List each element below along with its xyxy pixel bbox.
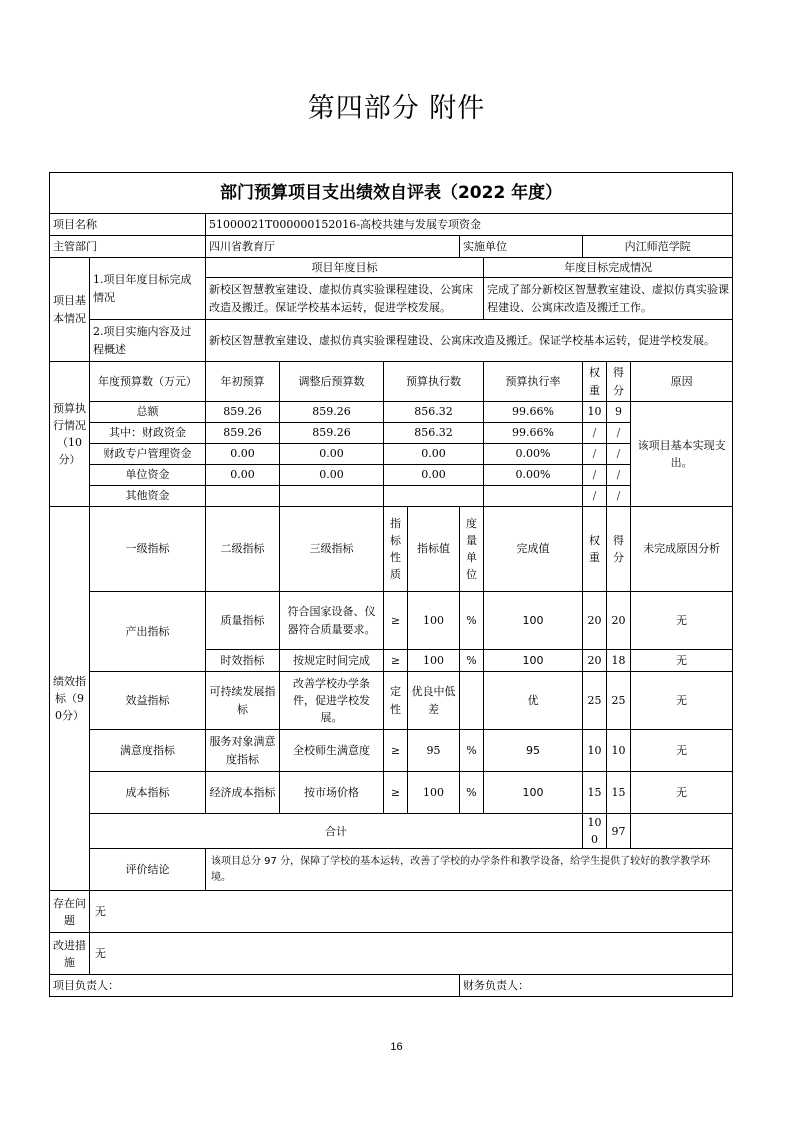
perf-unit: % xyxy=(460,730,484,772)
conclusion-text: 该项目总分 97 分，保障了学校的基本运转，改善了学校的办学条件和教学设备，给学生提供了较好的教学教学环境。 xyxy=(206,849,733,891)
perf-l3: 改善学校办学条件，促进学校发展。 xyxy=(280,672,384,730)
finance-lead-signature: 财务负责人： xyxy=(460,975,733,997)
self-evaluation-table xyxy=(49,172,733,997)
perf-value: 100 xyxy=(408,592,460,650)
perf-unit: % xyxy=(460,592,484,650)
budget-header: 年度预算数（万元） xyxy=(90,362,206,402)
table-title: 部门预算项目支出绩效自评表（2022 年度） xyxy=(50,173,733,214)
perf-header: 度量单位 xyxy=(460,507,484,592)
perf-done: 100 xyxy=(484,772,583,814)
perf-unit: % xyxy=(460,650,484,672)
perf-value: 100 xyxy=(408,650,460,672)
budget-cell: 0.00 xyxy=(384,465,484,486)
perf-nature: 定性 xyxy=(384,672,408,730)
budget-cell: 859.26 xyxy=(280,423,384,444)
perf-score: 10 xyxy=(607,730,631,772)
budget-header: 年初预算 xyxy=(206,362,280,402)
goal-col-right: 年度目标完成情况 xyxy=(484,258,733,278)
budget-cell: / xyxy=(583,465,607,486)
perf-score: 18 xyxy=(607,650,631,672)
perf-done: 100 xyxy=(484,592,583,650)
budget-header: 原因 xyxy=(631,362,733,402)
goal-col-left: 项目年度目标 xyxy=(206,258,484,278)
impl-value: 内江师范学院 xyxy=(583,236,733,258)
perf-value: 优良中低差 xyxy=(408,672,460,730)
total-label: 合计 xyxy=(90,814,583,849)
measures-text: 无 xyxy=(90,933,733,975)
perf-value: 100 xyxy=(408,772,460,814)
perf-header: 指标值 xyxy=(408,507,460,592)
perf-done: 优 xyxy=(484,672,583,730)
budget-row-label: 总额 xyxy=(90,402,206,423)
budget-cell: 0.00 xyxy=(206,444,280,465)
performance-group-label: 绩效指标（90分） xyxy=(50,507,90,891)
perf-header: 三级指标 xyxy=(280,507,384,592)
budget-header: 调整后预算数 xyxy=(280,362,384,402)
budget-cell: 0.00 xyxy=(280,465,384,486)
goal-label: 1.项目年度目标完成情况 xyxy=(90,258,206,320)
budget-row-label: 其中：财政资金 xyxy=(90,423,206,444)
budget-cell: 0.00% xyxy=(484,444,583,465)
issues-label: 存在问题 xyxy=(50,891,90,933)
budget-cell: / xyxy=(607,465,631,486)
project-name-label: 项目名称 xyxy=(50,214,206,236)
perf-l3: 按市场价格 xyxy=(280,772,384,814)
project-lead-signature: 项目负责人： xyxy=(50,975,460,997)
budget-cell: / xyxy=(583,486,607,507)
perf-l1: 效益指标 xyxy=(90,672,206,730)
budget-header: 预算执行数 xyxy=(384,362,484,402)
budget-reason: 该项目基本实现支出。 xyxy=(631,402,733,507)
perf-l3: 符合国家设备、仪器符合质量要求。 xyxy=(280,592,384,650)
perf-header: 未完成原因分析 xyxy=(631,507,733,592)
perf-l2: 质量指标 xyxy=(206,592,280,650)
budget-cell xyxy=(280,486,384,507)
budget-cell: 859.26 xyxy=(206,402,280,423)
perf-unit xyxy=(460,672,484,730)
budget-cell: 859.26 xyxy=(206,423,280,444)
budget-cell: 10 xyxy=(583,402,607,423)
perf-reason: 无 xyxy=(631,772,733,814)
budget-row-label: 单位资金 xyxy=(90,465,206,486)
budget-group-label: 预算执行情况（10分） xyxy=(50,362,90,507)
budget-header: 预算执行率 xyxy=(484,362,583,402)
perf-weight: 20 xyxy=(583,650,607,672)
perf-l3: 全校师生满意度 xyxy=(280,730,384,772)
page-number: 16 xyxy=(390,1041,403,1053)
perf-header: 二级指标 xyxy=(206,507,280,592)
budget-cell: / xyxy=(607,486,631,507)
perf-l1: 产出指标 xyxy=(90,592,206,672)
perf-reason: 无 xyxy=(631,672,733,730)
overview-group-label: 项目基本情况 xyxy=(50,258,90,362)
goal-done: 完成了部分新校区智慧教室建设、虚拟仿真实验课程建设、公寓床改造及搬迁工作。 xyxy=(484,278,733,320)
perf-l1: 满意度指标 xyxy=(90,730,206,772)
perf-nature: ≥ xyxy=(384,592,408,650)
page-heading: 第四部分 附件 xyxy=(307,93,486,124)
issues-text: 无 xyxy=(90,891,733,933)
perf-l2: 时效指标 xyxy=(206,650,280,672)
impl-label: 实施单位 xyxy=(460,236,583,258)
perf-done: 100 xyxy=(484,650,583,672)
perf-header: 完成值 xyxy=(484,507,583,592)
content-text: 新校区智慧教室建设、虚拟仿真实验课程建设、公寓床改造及搬迁。保证学校基本运转，促进学校发展。 xyxy=(206,320,733,362)
perf-header: 指标性质 xyxy=(384,507,408,592)
perf-nature: ≥ xyxy=(384,730,408,772)
perf-header: 一级指标 xyxy=(90,507,206,592)
budget-row-label: 其他资金 xyxy=(90,486,206,507)
budget-cell: 856.32 xyxy=(384,423,484,444)
perf-weight: 25 xyxy=(583,672,607,730)
budget-cell xyxy=(484,486,583,507)
conclusion-label: 评价结论 xyxy=(90,849,206,891)
dept-label: 主管部门 xyxy=(50,236,206,258)
budget-cell: 856.32 xyxy=(384,402,484,423)
project-name: 51000021T000000152016-高校共建与发展专项资金 xyxy=(206,214,733,236)
perf-weight: 15 xyxy=(583,772,607,814)
budget-cell: / xyxy=(607,444,631,465)
budget-cell: / xyxy=(583,423,607,444)
budget-cell: 0.00 xyxy=(384,444,484,465)
content-label: 2.项目实施内容及过程概述 xyxy=(90,320,206,362)
perf-l2: 可持续发展指标 xyxy=(206,672,280,730)
perf-unit: % xyxy=(460,772,484,814)
budget-cell: 859.26 xyxy=(280,402,384,423)
budget-cell: / xyxy=(607,423,631,444)
perf-reason: 无 xyxy=(631,592,733,650)
perf-value: 95 xyxy=(408,730,460,772)
perf-reason: 无 xyxy=(631,730,733,772)
measures-label: 改进措施 xyxy=(50,933,90,975)
budget-row-label: 财政专户管理资金 xyxy=(90,444,206,465)
perf-nature: ≥ xyxy=(384,650,408,672)
total-score: 97 xyxy=(607,814,631,849)
perf-done: 95 xyxy=(484,730,583,772)
dept-value: 四川省教育厅 xyxy=(206,236,460,258)
budget-cell: 9 xyxy=(607,402,631,423)
perf-l2: 服务对象满意度指标 xyxy=(206,730,280,772)
budget-cell xyxy=(384,486,484,507)
total-weight: 100 xyxy=(583,814,607,849)
budget-header: 权重 xyxy=(583,362,607,402)
perf-weight: 10 xyxy=(583,730,607,772)
perf-l2: 经济成本指标 xyxy=(206,772,280,814)
budget-cell xyxy=(206,486,280,507)
perf-header: 得分 xyxy=(607,507,631,592)
perf-nature: ≥ xyxy=(384,772,408,814)
perf-l1: 成本指标 xyxy=(90,772,206,814)
budget-cell: / xyxy=(583,444,607,465)
perf-l3: 按规定时间完成 xyxy=(280,650,384,672)
perf-score: 20 xyxy=(607,592,631,650)
budget-header: 得分 xyxy=(607,362,631,402)
budget-cell: 99.66% xyxy=(484,423,583,444)
perf-score: 15 xyxy=(607,772,631,814)
budget-cell: 99.66% xyxy=(484,402,583,423)
perf-header: 权重 xyxy=(583,507,607,592)
perf-reason: 无 xyxy=(631,650,733,672)
perf-score: 25 xyxy=(607,672,631,730)
budget-cell: 0.00 xyxy=(280,444,384,465)
budget-cell: 0.00% xyxy=(484,465,583,486)
budget-cell: 0.00 xyxy=(206,465,280,486)
total-blank xyxy=(631,814,733,849)
perf-weight: 20 xyxy=(583,592,607,650)
goal-text: 新校区智慧教室建设、虚拟仿真实验课程建设、公寓床改造及搬迁。保证学校基本运转，促进学校发展。 xyxy=(206,278,484,320)
